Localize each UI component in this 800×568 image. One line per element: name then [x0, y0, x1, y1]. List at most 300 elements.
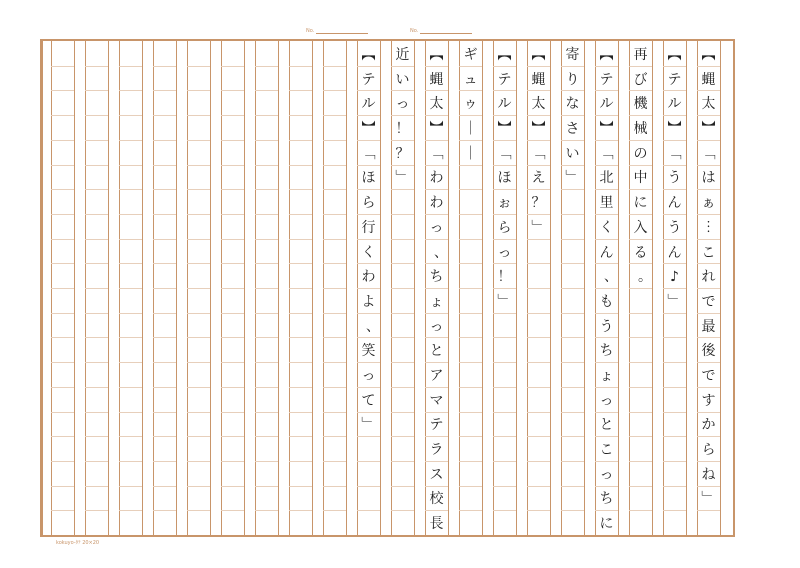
grid-row-line	[221, 90, 244, 91]
manuscript-char: ね	[701, 466, 716, 483]
manuscript-char: に	[633, 195, 648, 212]
grid-row-line	[221, 461, 244, 462]
grid-row-line	[153, 66, 176, 67]
grid-column-line	[448, 41, 449, 535]
grid-row-line	[527, 362, 550, 363]
grid-row-line	[153, 239, 176, 240]
grid-row-line	[527, 387, 550, 388]
grid-row-line	[153, 189, 176, 190]
grid-row-line	[255, 189, 278, 190]
manuscript-char: よ	[361, 293, 376, 310]
manuscript-char: ら	[497, 219, 512, 236]
grid-row-line	[289, 436, 312, 437]
manuscript-char: ﹁	[531, 145, 546, 162]
grid-row-line	[119, 486, 142, 487]
grid-row-line	[561, 288, 584, 289]
grid-row-line	[255, 214, 278, 215]
grid-row-line	[323, 214, 346, 215]
manuscript-char: ち	[429, 269, 444, 286]
manuscript-char: ？	[395, 145, 410, 162]
grid-row-line	[51, 214, 74, 215]
manuscript-char: す	[701, 392, 716, 409]
grid-row-line	[391, 387, 414, 388]
manuscript-char: っ	[429, 318, 444, 335]
grid-row-line	[527, 337, 550, 338]
manuscript-char: テ	[667, 71, 682, 88]
manuscript-char: て	[361, 392, 376, 409]
manuscript-char: ｜	[463, 121, 478, 138]
grid-row-line	[119, 510, 142, 511]
manuscript-char: 笑	[361, 343, 376, 360]
grid-row-line	[85, 165, 108, 166]
manuscript-char: ほ	[497, 170, 512, 187]
grid-row-line	[629, 387, 652, 388]
grid-row-line	[323, 66, 346, 67]
grid-row-line	[527, 461, 550, 462]
manuscript-char: 行	[361, 219, 376, 236]
manuscript-char: ︼	[361, 121, 376, 138]
manuscript-char: わ	[361, 269, 376, 286]
grid-row-line	[561, 214, 584, 215]
grid-row-line	[85, 510, 108, 511]
grid-row-line	[527, 288, 550, 289]
grid-row-line	[153, 90, 176, 91]
grid-row-line	[323, 189, 346, 190]
grid-row-line	[629, 436, 652, 437]
grid-row-line	[51, 461, 74, 462]
grid-row-line	[119, 387, 142, 388]
manuscript-char: 入	[633, 219, 648, 236]
grid-row-line	[51, 412, 74, 413]
text-column	[425, 43, 448, 537]
grid-row-line	[459, 461, 482, 462]
manuscript-char: ュ	[463, 71, 478, 88]
manuscript-char: ﹁	[497, 145, 512, 162]
number-field-left	[306, 28, 368, 34]
paper-code: kokuyo-ﾀﾃ 20×20	[56, 540, 100, 546]
grid-row-line	[255, 115, 278, 116]
grid-row-line	[357, 486, 380, 487]
text-column	[697, 43, 720, 512]
grid-row-line	[663, 412, 686, 413]
grid-row-line	[221, 140, 244, 141]
manuscript-char: る	[633, 244, 648, 261]
grid-row-line	[493, 337, 516, 338]
grid-row-line	[187, 66, 210, 67]
grid-row-line	[221, 239, 244, 240]
manuscript-char: ︼	[599, 121, 614, 138]
grid-row-line	[51, 189, 74, 190]
grid-row-line	[221, 165, 244, 166]
grid-column-line	[42, 41, 43, 535]
grid-row-line	[323, 313, 346, 314]
grid-row-line	[323, 263, 346, 264]
grid-row-line	[459, 189, 482, 190]
manuscript-char: ん	[667, 195, 682, 212]
grid-row-line	[85, 288, 108, 289]
grid-row-line	[255, 288, 278, 289]
manuscript-char: ﹂	[395, 170, 410, 187]
grid-row-line	[323, 239, 346, 240]
grid-row-line	[323, 115, 346, 116]
manuscript-char: ！	[497, 269, 512, 286]
grid-row-line	[391, 313, 414, 314]
text-column	[595, 43, 618, 537]
grid-row-line	[493, 412, 516, 413]
grid-row-line	[187, 288, 210, 289]
grid-row-line	[255, 486, 278, 487]
grid-row-line	[391, 436, 414, 437]
manuscript-char: ギ	[463, 47, 478, 63]
grid-row-line	[51, 337, 74, 338]
grid-row-line	[187, 486, 210, 487]
grid-row-line	[85, 115, 108, 116]
grid-row-line	[561, 337, 584, 338]
grid-row-line	[459, 436, 482, 437]
grid-row-line	[51, 362, 74, 363]
grid-row-line	[527, 510, 550, 511]
grid-row-line	[561, 436, 584, 437]
grid-column-line	[720, 41, 721, 535]
grid-row-line	[289, 165, 312, 166]
grid-row-line	[255, 165, 278, 166]
manuscript-char: ﹁	[429, 145, 444, 162]
grid-row-line	[51, 140, 74, 141]
number-field-right	[410, 28, 472, 34]
grid-row-line	[561, 263, 584, 264]
manuscript-char: ん	[667, 244, 682, 261]
grid-column-line	[516, 41, 517, 535]
grid-row-line	[323, 337, 346, 338]
grid-row-line	[221, 263, 244, 264]
grid-row-line	[561, 461, 584, 462]
manuscript-char: っ	[395, 96, 410, 113]
grid-row-line	[391, 337, 414, 338]
manuscript-char: 長	[429, 516, 444, 533]
manuscript-char: っ	[361, 367, 376, 384]
grid-row-line	[221, 510, 244, 511]
grid-row-line	[391, 214, 414, 215]
manuscript-char: ゥ	[463, 96, 478, 113]
manuscript-char: は	[701, 170, 716, 187]
grid-row-line	[221, 214, 244, 215]
grid-row-line	[663, 510, 686, 511]
manuscript-char: う	[599, 318, 614, 335]
manuscript-char: い	[565, 145, 580, 162]
grid-row-line	[629, 510, 652, 511]
grid-row-line	[51, 313, 74, 314]
manuscript-char: わ	[429, 195, 444, 212]
grid-row-line	[459, 214, 482, 215]
grid-row-line	[493, 461, 516, 462]
grid-row-line	[289, 239, 312, 240]
grid-row-line	[391, 239, 414, 240]
grid-row-line	[629, 461, 652, 462]
grid-row-line	[459, 387, 482, 388]
grid-row-line	[187, 510, 210, 511]
grid-column-line	[550, 41, 551, 535]
number-label-right: No.	[410, 28, 419, 34]
grid-row-line	[255, 461, 278, 462]
grid-row-line	[187, 461, 210, 462]
grid-row-line	[289, 387, 312, 388]
grid-row-line	[629, 362, 652, 363]
manuscript-char: テ	[429, 417, 444, 434]
manuscript-char: く	[599, 219, 614, 236]
manuscript-char: ル	[361, 96, 376, 113]
grid-row-line	[153, 486, 176, 487]
manuscript-char: ﹁	[599, 145, 614, 162]
grid-row-line	[85, 263, 108, 264]
grid-row-line	[561, 412, 584, 413]
grid-row-line	[51, 436, 74, 437]
grid-row-line	[391, 412, 414, 413]
manuscript-char: 寄	[565, 47, 580, 63]
grid-column-line	[584, 41, 585, 535]
grid-row-line	[221, 362, 244, 363]
grid-row-line	[187, 115, 210, 116]
manuscript-char: ル	[497, 96, 512, 113]
grid-row-line	[323, 165, 346, 166]
manuscript-char: ♪	[670, 269, 679, 286]
manuscript-char: 中	[633, 170, 648, 187]
manuscript-char: わ	[429, 170, 444, 187]
grid-row-line	[527, 412, 550, 413]
grid-column-line	[210, 41, 211, 535]
grid-row-line	[119, 337, 142, 338]
grid-row-line	[255, 90, 278, 91]
grid-row-line	[153, 510, 176, 511]
grid-row-line	[187, 337, 210, 338]
grid-row-line	[119, 362, 142, 363]
manuscript-char: ！	[395, 121, 410, 138]
manuscript-char: マ	[429, 392, 444, 409]
grid-column-line	[618, 41, 619, 535]
grid-row-line	[323, 362, 346, 363]
grid-row-line	[663, 337, 686, 338]
grid-row-line	[323, 140, 346, 141]
grid-row-line	[323, 412, 346, 413]
grid-row-line	[255, 337, 278, 338]
manuscript-char: ラ	[429, 442, 444, 458]
grid-row-line	[289, 115, 312, 116]
manuscript-char: ょ	[599, 367, 614, 384]
text-column	[391, 43, 414, 191]
grid-row-line	[85, 214, 108, 215]
manuscript-char: ら	[701, 442, 716, 458]
manuscript-char: ﹂	[361, 417, 376, 434]
number-label-left: No.	[306, 28, 315, 34]
grid-row-line	[119, 90, 142, 91]
manuscript-char: ﹂	[531, 219, 546, 236]
manuscript-char: ︼	[429, 121, 444, 138]
manuscript-char: 近	[395, 47, 410, 63]
grid-row-line	[221, 115, 244, 116]
text-column	[459, 43, 482, 166]
grid-row-line	[459, 313, 482, 314]
manuscript-char: ︼	[667, 121, 682, 138]
manuscript-char: な	[565, 96, 580, 113]
grid-row-line	[459, 337, 482, 338]
grid-row-line	[289, 313, 312, 314]
grid-row-line	[153, 214, 176, 215]
grid-row-line	[119, 140, 142, 141]
manuscript-char: に	[599, 516, 614, 533]
grid-row-line	[459, 263, 482, 264]
grid-row-line	[323, 461, 346, 462]
manuscript-char: も	[599, 293, 614, 310]
grid-row-line	[663, 486, 686, 487]
manuscript-char: ル	[667, 96, 682, 113]
manuscript-char: こ	[701, 244, 716, 261]
manuscript-char: ぉ	[497, 195, 512, 212]
grid-row-line	[221, 337, 244, 338]
manuscript-char: ち	[599, 491, 614, 508]
grid-row-line	[85, 461, 108, 462]
manuscript-char: ｜	[463, 145, 478, 162]
manuscript-char: う	[667, 170, 682, 187]
grid-column-line	[686, 41, 687, 535]
grid-row-line	[255, 510, 278, 511]
manuscript-char: っ	[497, 244, 512, 261]
text-column	[493, 43, 516, 315]
manuscript-char: 蝿	[429, 71, 444, 88]
grid-column-line	[380, 41, 381, 535]
manuscript-char: ︻	[667, 47, 682, 63]
grid-row-line	[221, 412, 244, 413]
manuscript-char: 機	[633, 96, 648, 113]
manuscript-char: 後	[701, 343, 716, 360]
grid-row-line	[85, 189, 108, 190]
manuscript-char: こ	[599, 442, 614, 458]
grid-row-line	[187, 189, 210, 190]
grid-row-line	[85, 239, 108, 240]
grid-row-line	[391, 362, 414, 363]
grid-column-line	[244, 41, 245, 535]
grid-row-line	[153, 387, 176, 388]
grid-row-line	[391, 263, 414, 264]
manuscript-char: ほ	[361, 170, 376, 187]
grid-row-line	[187, 90, 210, 91]
text-column	[357, 43, 380, 438]
manuscript-char: 。	[638, 269, 652, 286]
grid-row-line	[255, 66, 278, 67]
grid-row-line	[51, 510, 74, 511]
grid-row-line	[119, 436, 142, 437]
manuscript-char: ん	[599, 244, 614, 261]
grid-row-line	[289, 288, 312, 289]
manuscript-char: う	[667, 219, 682, 236]
grid-row-line	[289, 486, 312, 487]
manuscript-char: ︻	[497, 47, 512, 63]
grid-column-line	[142, 41, 143, 535]
grid-row-line	[221, 288, 244, 289]
grid-row-line	[85, 66, 108, 67]
grid-column-line	[108, 41, 109, 535]
grid-row-line	[153, 461, 176, 462]
grid-row-line	[289, 214, 312, 215]
manuscript-char: ︼	[701, 121, 716, 138]
manuscript-char: と	[429, 343, 444, 360]
grid-row-line	[561, 486, 584, 487]
grid-column-line	[346, 41, 347, 535]
text-column	[561, 43, 584, 191]
grid-row-line	[527, 313, 550, 314]
manuscript-char: ︻	[701, 47, 716, 63]
grid-row-line	[153, 436, 176, 437]
manuscript-char: び	[633, 71, 648, 88]
manuscript-char: ﹂	[667, 293, 682, 310]
grid-row-line	[221, 189, 244, 190]
grid-row-line	[119, 66, 142, 67]
manuscript-char: ﹁	[361, 145, 376, 162]
grid-row-line	[153, 140, 176, 141]
grid-row-line	[119, 165, 142, 166]
grid-row-line	[51, 90, 74, 91]
manuscript-char: 北	[599, 170, 614, 187]
grid-row-line	[153, 115, 176, 116]
grid-row-line	[187, 436, 210, 437]
grid-column-line	[278, 41, 279, 535]
grid-row-line	[85, 140, 108, 141]
grid-row-line	[187, 387, 210, 388]
grid-row-line	[391, 510, 414, 511]
grid-row-line	[153, 165, 176, 166]
grid-row-line	[323, 90, 346, 91]
grid-row-line	[51, 165, 74, 166]
manuscript-char: 校	[429, 491, 444, 508]
grid-row-line	[51, 263, 74, 264]
grid-row-line	[289, 263, 312, 264]
manuscript-char: で	[701, 367, 716, 384]
grid-row-line	[221, 387, 244, 388]
grid-row-line	[391, 486, 414, 487]
grid-row-line	[391, 461, 414, 462]
grid-row-line	[323, 387, 346, 388]
manuscript-char: 、	[604, 269, 618, 286]
grid-row-line	[85, 362, 108, 363]
manuscript-char: ︻	[429, 47, 444, 63]
manuscript-char: と	[599, 417, 614, 434]
grid-row-line	[187, 362, 210, 363]
grid-row-line	[187, 140, 210, 141]
grid-row-line	[527, 263, 550, 264]
manuscript-char: の	[633, 145, 648, 162]
grid-row-line	[153, 313, 176, 314]
grid-row-line	[153, 263, 176, 264]
grid-row-line	[187, 412, 210, 413]
grid-column-line	[652, 41, 653, 535]
grid-row-line	[51, 288, 74, 289]
grid-row-line	[119, 214, 142, 215]
grid-row-line	[493, 436, 516, 437]
grid-row-line	[119, 461, 142, 462]
grid-row-line	[153, 288, 176, 289]
grid-row-line	[187, 263, 210, 264]
manuscript-char: く	[361, 244, 376, 261]
grid-row-line	[255, 313, 278, 314]
grid-row-line	[51, 239, 74, 240]
grid-row-line	[323, 486, 346, 487]
manuscript-char: 械	[633, 121, 648, 138]
grid-row-line	[323, 510, 346, 511]
grid-row-line	[119, 115, 142, 116]
manuscript-char: 最	[701, 318, 716, 335]
grid-row-line	[459, 239, 482, 240]
text-column	[629, 43, 652, 290]
grid-row-line	[459, 362, 482, 363]
grid-column-line	[312, 41, 313, 535]
